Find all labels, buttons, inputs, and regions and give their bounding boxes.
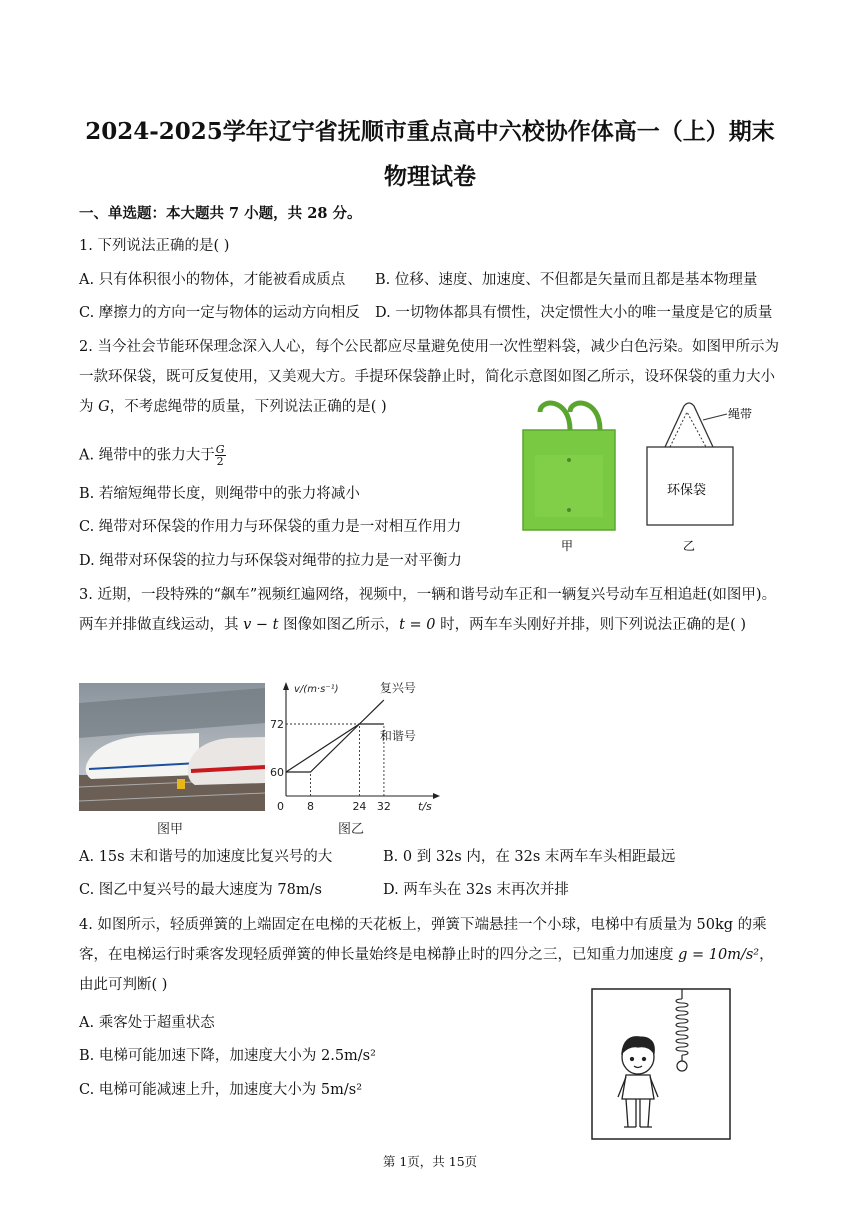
doc-title-line1: 2024-2025学年辽宁省抚顺市重点高中六校协作体高一（上）期末 xyxy=(85,118,775,145)
q2-fraction xyxy=(215,444,226,467)
q1-option-c: C. 摩擦力的方向一定与物体的运动方向相反 xyxy=(79,305,360,321)
section-heading: 一、单选题：本大题共 7 小题，共 28 分。 xyxy=(79,205,362,222)
vt-ytick-label: 60 xyxy=(270,766,284,779)
q2-fraction-den: 2 xyxy=(216,455,224,468)
q4-stem-part1: 4. 如图所示，轻质弹簧的上端固定在电梯的天花板上，弹簧下端悬挂一个小球，电梯中有质量为 50kg 的乘客，在电梯运行时乘客发现轻质弹簧的伸长量始终是电梯静止时的四分之三，已知重力加速度 xyxy=(79,917,767,963)
vt-series-label-1: 复兴号 xyxy=(379,681,416,695)
q2-caption-a: 甲 xyxy=(561,539,574,553)
page-footer: 第 1页，共 15页 xyxy=(382,1154,478,1169)
q3-stem-part1: 3. 近期，一段特殊的“飙车”视频红遍网络，视频中，一辆和谐号动车正和一辆复兴号动车互相追赶(如图甲)。两车并排做直线运动，其 xyxy=(79,587,777,633)
vt-lines xyxy=(286,700,384,772)
vt-xtick-label: 32 xyxy=(376,800,391,812)
q3-option-c: C. 图乙中复兴号的最大速度为 78m/s xyxy=(79,882,322,898)
q2-stem-part1: 2. 当今社会节能环保理念深入人心，每个公民都应尽量避免使用一次性塑料袋，减少白色污染。如图甲所示为一款环保袋，既可反复使用，又美观大方。手提环保袋静止时，简化示意图如图乙所示，设环保袋的重力大小为 xyxy=(79,339,779,415)
q3-caption-b: 图乙 xyxy=(338,822,365,837)
q4-var-g: g = 10m/s² xyxy=(678,947,760,963)
elevator-box xyxy=(592,989,730,1139)
q3-caption-a: 图甲 xyxy=(157,822,184,837)
q3-stem xyxy=(79,580,783,640)
q1-option-a: A. 只有体积很小的物体，才能被看成质点 xyxy=(79,272,346,288)
q2-option-c: C. 绳带对环保袋的作用力与环保袋的重力是一对相互作用力 xyxy=(79,519,462,535)
q3-stem-part3: 时，两车车头刚好并排，则下列说法正确的是( ) xyxy=(435,617,747,633)
q2-strap-label: 绳带 xyxy=(728,407,753,421)
q2-option-d: D. 绳带对环保袋的拉力与环保袋对绳带的拉力是一对平衡力 xyxy=(79,553,462,569)
q3-option-a: A. 15s 末和谐号的加速度比复兴号的大 xyxy=(79,849,333,865)
q2-option-a xyxy=(79,444,226,467)
green-bag-image xyxy=(523,403,615,530)
vt-xtick-label: 24 xyxy=(352,800,367,812)
q3-var-vt: v − t xyxy=(243,617,279,633)
vt-xlabel: t/s xyxy=(418,800,432,812)
vt-series-1 xyxy=(286,700,384,772)
q2-figure xyxy=(515,400,775,562)
elevator-figure xyxy=(590,987,734,1143)
bag-schematic xyxy=(647,403,733,525)
q3-option-b: B. 0 到 32s 内，在 32s 末两车车头相距最远 xyxy=(383,849,676,865)
q1-option-d: D. 一切物体都具有惯性，决定惯性大小的唯一量度是它的质量 xyxy=(375,305,773,321)
q2-stem-part2: ，不考虑绳带的质量，下列说法正确的是( ) xyxy=(109,399,387,415)
vt-series-label-2: 和谐号 xyxy=(379,729,416,743)
q2-option-a-text: A. 绳带中的张力大于 xyxy=(79,447,215,464)
vt-ylabel: v/(m·s⁻¹) xyxy=(294,684,339,695)
q2-caption-b: 乙 xyxy=(683,539,696,553)
doc-title-line2: 物理试卷 xyxy=(384,163,476,190)
vt-xtick-label: 8 xyxy=(306,800,314,812)
q3-stem-part2: 图像如图乙所示， xyxy=(278,617,400,633)
vt-xtick-label: 0 xyxy=(277,800,284,812)
vt-axes xyxy=(283,682,440,799)
q2-fraction-num: G xyxy=(215,443,225,456)
q2-option-b: B. 若缩短绳带长度，则绳带中的张力将减小 xyxy=(79,486,360,502)
train-photo xyxy=(79,683,265,811)
vt-chart xyxy=(268,678,448,812)
vt-guides xyxy=(286,724,384,796)
q1-stem: 1. 下列说法正确的是( ) xyxy=(79,238,230,254)
q4-option-c: C. 电梯可能减速上升，加速度大小为 5m/s² xyxy=(79,1082,363,1098)
q4-option-b: B. 电梯可能加速下降，加速度大小为 2.5m/s² xyxy=(79,1048,376,1064)
q1-option-b: B. 位移、速度、加速度、不但都是矢量而且都是基本物理量 xyxy=(375,272,758,288)
q4-option-a: A. 乘客处于超重状态 xyxy=(79,1015,215,1031)
q2-bag-label: 环保袋 xyxy=(667,483,707,498)
q2-var-g: G xyxy=(98,399,110,415)
vt-labels xyxy=(270,681,432,812)
q3-option-d: D. 两车头在 32s 末再次并排 xyxy=(383,882,569,898)
q4-stem-part2: ，由此可判断( ) xyxy=(79,947,774,993)
q3-var-t0: t = 0 xyxy=(399,617,436,633)
vt-ytick-label: 72 xyxy=(270,718,284,731)
